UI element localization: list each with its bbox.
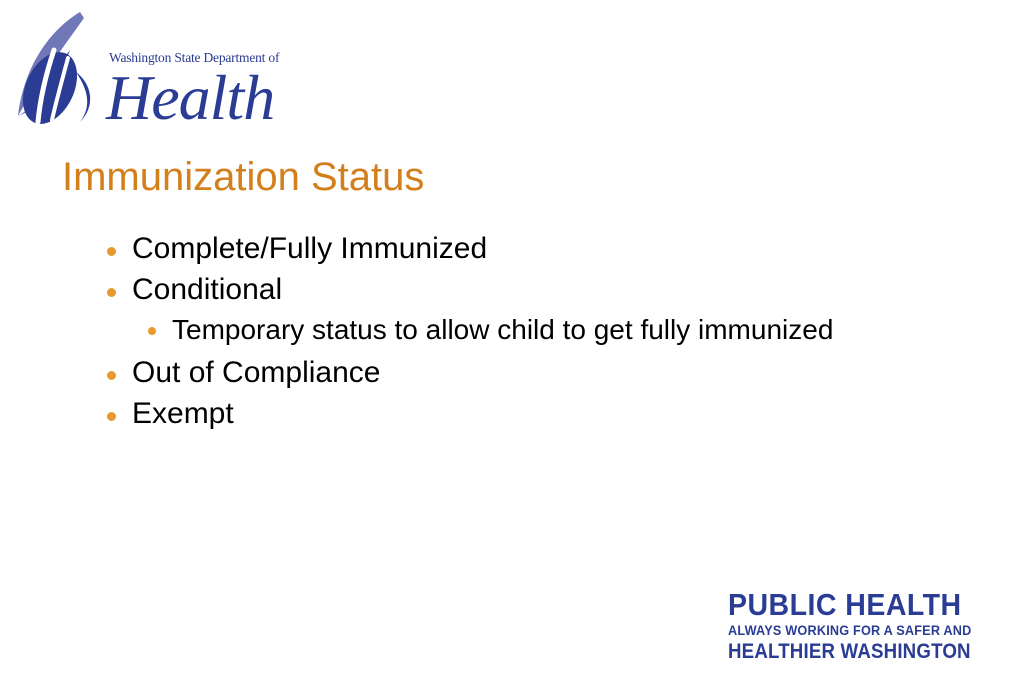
bullet-item [0,273,1023,307]
sub-bullet-item [0,314,852,346]
bullet-item [0,397,1023,431]
public-health-brand [728,588,1003,664]
bullet-icon [107,412,116,421]
bullet-text: Conditional [132,273,283,306]
bullet-item [0,356,1023,390]
bullet-text: Complete/Fully Immunized [132,232,488,265]
logo-wordmark: Health [106,62,275,133]
bullet-text: Temporary status to allow child to get fully immunized [172,314,834,345]
brand-headline: PUBLIC HEALTH [728,587,962,622]
bullet-icon [107,247,116,256]
department-name: Washington State Department of [109,50,280,65]
doh-logo [10,10,300,138]
bullet-item [0,232,1023,266]
brand-tagline-2: HEALTHIER WASHINGTON [728,640,971,663]
bullet-text: Out of Compliance [132,356,381,389]
bullet-list [0,232,1023,438]
bullet-icon [148,327,156,335]
bullet-text: Exempt [132,397,234,430]
brand-tagline: ALWAYS WORKING FOR A SAFER AND [728,623,972,638]
bullet-icon [107,371,116,380]
feather-emblem-icon [10,10,102,134]
slide-title: Immunization Status [62,155,425,199]
bullet-icon [107,288,116,297]
